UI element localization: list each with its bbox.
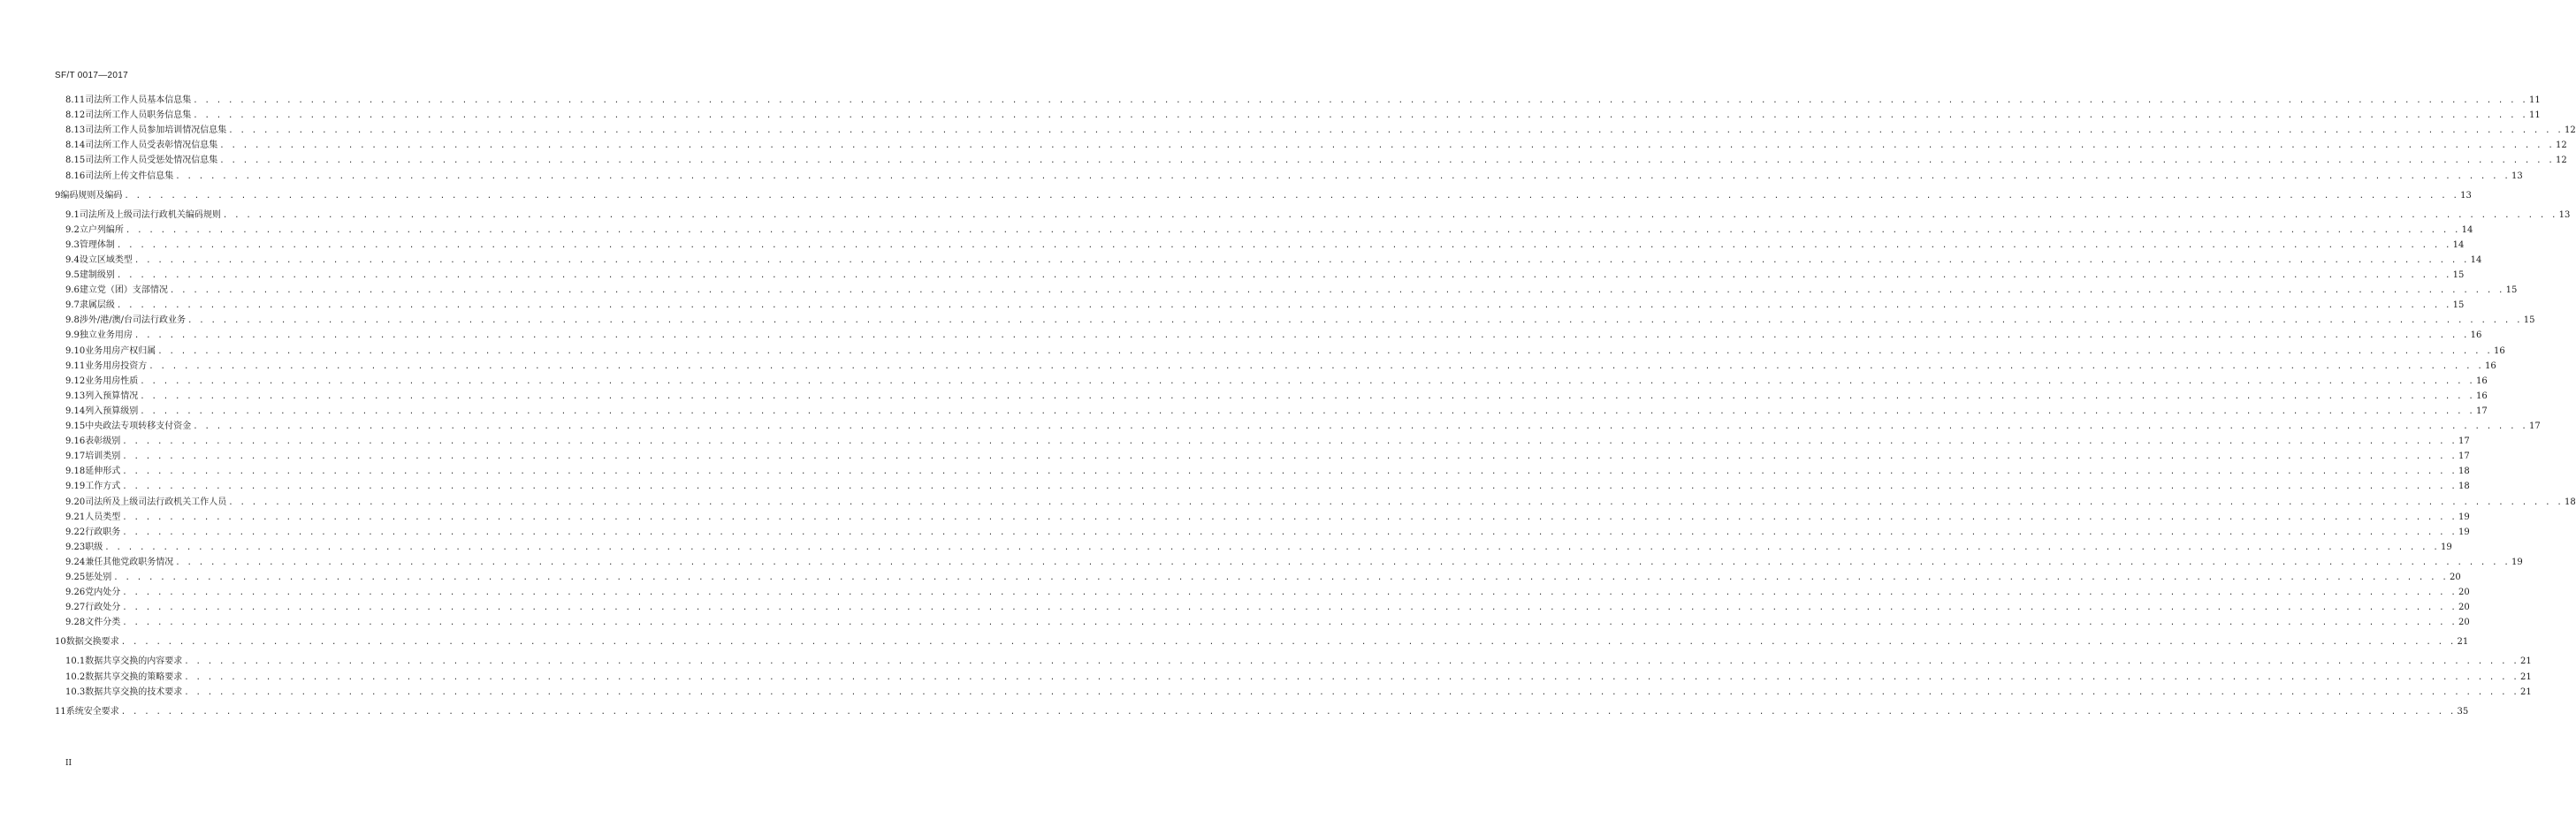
toc-entry[interactable] [65, 526, 2470, 540]
toc-entry-page: 16 [2476, 376, 2488, 386]
toc-leader-dots: . . . . . . . . . . . . . . . . . . . . . . . . . . . . . . . . . . . . . . . . . . . . . . . . . . . . . . . . . . . . . . . . . . . . . . . . . . . . . . . . . . . . . . . . . . . . . . . . . . . . . . . . . . . . . . . . . . . . . . . . . . . . . . . . . . . . . . . . . . . . . . . . . . . . . . . . . . . . . . . . . . . . . . . . . . . . . . . . . . . . . . . . . . . . . . . . . . . . . . . . [157, 346, 2493, 356]
toc-entry-page: 21 [2457, 637, 2469, 648]
toc-leader-dots: . . . . . . . . . . . . . . . . . . . . . . . . . . . . . . . . . . . . . . . . . . . . . . . . . . . . . . . . . . . . . . . . . . . . . . . . . . . . . . . . . . . . . . . . . . . . . . . . . . . . . . . . . . . . . . . . . . . . . . . . . . . . . . . . . . . . . . . . . . . . . . . . . . . . . . . . . . . . . . . . . . . . . . . . . . . . . . . . . . . . . . . . . . . . . . . . . . . . . . . . [116, 301, 2451, 311]
toc-leader-dots: . . . . . . . . . . . . . . . . . . . . . . . . . . . . . . . . . . . . . . . . . . . . . . . . . . . . . . . . . . . . . . . . . . . . . . . . . . . . . . . . . . . . . . . . . . . . . . . . . . . . . . . . . . . . . . . . . . . . . . . . . . . . . . . . . . . . . . . . . . . . . . . . . . . . . . . . . . . . . . . . . . . . . . . . . . . . . . . . . . . . . . . . . . . . . . . . . . . . . . . . [120, 638, 2456, 648]
toc-entry-number: 9.8 [65, 315, 80, 326]
toc-entry-title: 延伸形式 [85, 467, 121, 477]
toc-entry[interactable] [65, 360, 2496, 374]
toc-leader-dots: . . . . . . . . . . . . . . . . . . . . . . . . . . . . . . . . . . . . . . . . . . . . . . . . . . . . . . . . . . . . . . . . . . . . . . . . . . . . . . . . . . . . . . . . . . . . . . . . . . . . . . . . . . . . . . . . . . . . . . . . . . . . . . . . . . . . . . . . . . . . . . . . . . . . . . . . . . . . . . . . . . . . . . . . . . . . . . . . . . . . . . . . . . . . . . . . . . . . . . . . [122, 618, 2458, 628]
toc-entry-number: 9.27 [65, 603, 86, 613]
toc-entry-page: 14 [2470, 254, 2482, 265]
toc-leader-dots: . . . . . . . . . . . . . . . . . . . . . . . . . . . . . . . . . . . . . . . . . . . . . . . . . . . . . . . . . . . . . . . . . . . . . . . . . . . . . . . . . . . . . . . . . . . . . . . . . . . . . . . . . . . . . . . . . . . . . . . . . . . . . . . . . . . . . . . . . . . . . . . . . . . . . . . . . . . . . . . . . . . . . . . . . . . . . . . . . . . . . . . . . . . . . . . . . . . . . . . . [122, 588, 2458, 598]
toc-entry-page: 17 [2458, 436, 2470, 447]
toc-entry[interactable] [55, 705, 2469, 719]
toc-entry-title: 工作方式 [85, 482, 121, 492]
toc-entry-number: 9.28 [65, 618, 86, 628]
toc-leader-dots: . . . . . . . . . . . . . . . . . . . . . . . . . . . . . . . . . . . . . . . . . . . . . . . . . . . . . . . . . . . . . . . . . . . . . . . . . . . . . . . . . . . . . . . . . . . . . . . . . . . . . . . . . . . . . . . . . . . . . . . . . . . . . . . . . . . . . . . . . . . . . . . . . . . . . . . . . . . . . . . . . . . . . . . . . . . . . . . . . . . . . . . . . . . . . . . . . . . . . . . . [122, 482, 2458, 492]
toc-leader-dots: . . . . . . . . . . . . . . . . . . . . . . . . . . . . . . . . . . . . . . . . . . . . . . . . . . . . . . . . . . . . . . . . . . . . . . . . . . . . . . . . . . . . . . . . . . . . . . . . . . . . . . . . . . . . . . . . . . . . . . . . . . . . . . . . . . . . . . . . . . . . . . . . . . . . . . . . . . . . . . . . . . . . . . . . . . . . . . . . . . . . . . . . . . . . . . . . . . . . . . . . [222, 210, 2557, 220]
toc-entry[interactable] [65, 94, 2541, 108]
toc-entry[interactable] [65, 224, 2473, 238]
toc-entry-page: 15 [2523, 315, 2535, 326]
toc-entry-number: 9.16 [65, 436, 86, 447]
toc-leader-dots: . . . . . . . . . . . . . . . . . . . . . . . . . . . . . . . . . . . . . . . . . . . . . . . . . . . . . . . . . . . . . . . . . . . . . . . . . . . . . . . . . . . . . . . . . . . . . . . . . . . . . . . . . . . . . . . . . . . . . . . . . . . . . . . . . . . . . . . . . . . . . . . . . . . . . . . . . . . . . . . . . . . . . . . . . . . . . . . . . . . . . . . . . . . . . . . . . . . . . . . . [140, 376, 2475, 386]
document-code: SF/T 0017—2017 [55, 71, 128, 80]
toc-entry-page: 19 [2458, 512, 2470, 522]
toc-leader-dots: . . . . . . . . . . . . . . . . . . . . . . . . . . . . . . . . . . . . . . . . . . . . . . . . . . . . . . . . . . . . . . . . . . . . . . . . . . . . . . . . . . . . . . . . . . . . . . . . . . . . . . . . . . . . . . . . . . . . . . . . . . . . . . . . . . . . . . . . . . . . . . . . . . . . . . . . . . . . . . . . . . . . . . . . . . . . . . . . . . . . . . . . . . . . . . . . . . . . . . . . [122, 512, 2458, 522]
toc-entry[interactable] [65, 109, 2541, 123]
toc-entry-title: 数据共享交换的策略要求 [85, 671, 183, 682]
toc-entry-page: 17 [2476, 406, 2488, 416]
toc-entry-page: 17 [2529, 421, 2541, 431]
toc-entry-page: 16 [2494, 345, 2505, 356]
toc-entry-number: 9.14 [65, 406, 86, 416]
toc-entry-title: 行政处分 [85, 603, 121, 613]
toc-leader-dots: . . . . . . . . . . . . . . . . . . . . . . . . . . . . . . . . . . . . . . . . . . . . . . . . . . . . . . . . . . . . . . . . . . . . . . . . . . . . . . . . . . . . . . . . . . . . . . . . . . . . . . . . . . . . . . . . . . . . . . . . . . . . . . . . . . . . . . . . . . . . . . . . . . . . . . . . . . . . . . . . . . . . . . . . . . . . . . . . . . . . . . . . . . . . . . . . . . . . . . . . [140, 391, 2475, 401]
toc-leader-dots: . . . . . . . . . . . . . . . . . . . . . . . . . . . . . . . . . . . . . . . . . . . . . . . . . . . . . . . . . . . . . . . . . . . . . . . . . . . . . . . . . . . . . . . . . . . . . . . . . . . . . . . . . . . . . . . . . . . . . . . . . . . . . . . . . . . . . . . . . . . . . . . . . . . . . . . . . . . . . . . . . . . . . . . . . . . . . . . . . . . . . . . . . . . . . . . . . . . . . . . . [133, 331, 2469, 341]
toc-entry[interactable] [65, 450, 2470, 464]
toc-entry[interactable] [65, 209, 2571, 223]
toc-entry[interactable] [65, 154, 2567, 168]
toc-leader-dots: . . . . . . . . . . . . . . . . . . . . . . . . . . . . . . . . . . . . . . . . . . . . . . . . . . . . . . . . . . . . . . . . . . . . . . . . . . . . . . . . . . . . . . . . . . . . . . . . . . . . . . . . . . . . . . . . . . . . . . . . . . . . . . . . . . . . . . . . . . . . . . . . . . . . . . . . . . . . . . . . . . . . . . . . . . . . . . . . . . . . . . . . . . . . . . . . . . . . . . . . [133, 255, 2469, 265]
toc-entry-page: 16 [2470, 330, 2482, 341]
toc-entry-number: 9.26 [65, 588, 86, 598]
toc-entry-page: 19 [2458, 527, 2470, 537]
toc-entry[interactable] [65, 299, 2465, 313]
toc-leader-dots: . . . . . . . . . . . . . . . . . . . . . . . . . . . . . . . . . . . . . . . . . . . . . . . . . . . . . . . . . . . . . . . . . . . . . . . . . . . . . . . . . . . . . . . . . . . . . . . . . . . . . . . . . . . . . . . . . . . . . . . . . . . . . . . . . . . . . . . . . . . . . . . . . . . . . . . . . . . . . . . . . . . . . . . . . . . . . . . . . . . . . . . . . . . . . . . . . . . . . . . . [193, 111, 2528, 121]
toc-entry[interactable] [65, 375, 2488, 389]
toc-entry-number: 10 [55, 637, 66, 648]
toc-entry-page: 15 [2505, 285, 2518, 296]
toc-entry-page: 13 [2460, 190, 2472, 201]
toc-entry-title: 司法所工作人员职务信息集 [85, 110, 192, 121]
toc-entry-page: 21 [2520, 656, 2532, 667]
toc-entry-number: 8.13 [65, 125, 86, 136]
toc-entry[interactable] [65, 496, 2576, 510]
toc-entry[interactable] [55, 189, 2472, 203]
toc-leader-dots: . . . . . . . . . . . . . . . . . . . . . . . . . . . . . . . . . . . . . . . . . . . . . . . . . . . . . . . . . . . . . . . . . . . . . . . . . . . . . . . . . . . . . . . . . . . . . . . . . . . . . . . . . . . . . . . . . . . . . . . . . . . . . . . . . . . . . . . . . . . . . . . . . . . . . . . . . . . . . . . . . . . . . . . . . . . . . . . . . . . . . . . . . . . . . . . . . . . . . . . . [228, 126, 2564, 136]
toc-entry[interactable] [65, 139, 2567, 153]
toc-entry-number: 8.12 [65, 110, 86, 121]
toc-entry[interactable] [65, 420, 2541, 434]
toc-entry-title: 列入预算情况 [85, 391, 139, 401]
toc-entry[interactable] [65, 686, 2532, 700]
toc-entry-title: 业务用房产权归属 [85, 345, 156, 356]
toc-entry[interactable] [65, 329, 2482, 343]
toc-entry-number: 9.23 [65, 542, 86, 552]
toc-entry[interactable] [65, 345, 2505, 359]
toc-entry-title: 设立区域类型 [79, 254, 133, 265]
page-number: II [65, 759, 72, 768]
toc-leader-dots: . . . . . . . . . . . . . . . . . . . . . . . . . . . . . . . . . . . . . . . . . . . . . . . . . . . . . . . . . . . . . . . . . . . . . . . . . . . . . . . . . . . . . . . . . . . . . . . . . . . . . . . . . . . . . . . . . . . . . . . . . . . . . . . . . . . . . . . . . . . . . . . . . . . . . . . . . . . . . . . . . . . . . . . . . . . . . . . . . . . . . . . . . . . . . . . . . . . . . . . . [122, 452, 2458, 462]
toc-entry[interactable] [65, 254, 2482, 268]
toc-entry[interactable] [65, 671, 2532, 685]
toc-entry-number: 11 [55, 706, 66, 717]
toc-entry-number: 10.3 [65, 687, 86, 697]
toc-entry-page: 12 [2565, 125, 2576, 136]
toc-entry-number: 9.10 [65, 345, 86, 356]
toc-entry-number: 9.21 [65, 512, 86, 522]
toc-entry-title: 立户列编所 [79, 224, 124, 235]
toc-entry-title: 隶属层级 [79, 300, 115, 311]
toc-entry-page: 11 [2529, 95, 2541, 105]
toc-leader-dots: . . . . . . . . . . . . . . . . . . . . . . . . . . . . . . . . . . . . . . . . . . . . . . . . . . . . . . . . . . . . . . . . . . . . . . . . . . . . . . . . . . . . . . . . . . . . . . . . . . . . . . . . . . . . . . . . . . . . . . . . . . . . . . . . . . . . . . . . . . . . . . . . . . . . . . . . . . . . . . . . . . . . . . . . . . . . . . . . . . . . . . . . . . . . . . . . . . . . . . . . [219, 141, 2555, 151]
toc-entry-title: 司法所及上级司法行政机关编码规则 [79, 209, 221, 220]
toc-entry-page: 35 [2457, 706, 2469, 717]
toc-entry-title: 建立党（团）支部情况 [79, 285, 168, 296]
toc-entry[interactable] [65, 655, 2532, 669]
toc-entry-page: 15 [2452, 270, 2465, 280]
toc-entry[interactable] [65, 284, 2518, 298]
toc-entry[interactable] [65, 616, 2470, 630]
toc-entry-number: 9.24 [65, 557, 86, 567]
toc-leader-dots: . . . . . . . . . . . . . . . . . . . . . . . . . . . . . . . . . . . . . . . . . . . . . . . . . . . . . . . . . . . . . . . . . . . . . . . . . . . . . . . . . . . . . . . . . . . . . . . . . . . . . . . . . . . . . . . . . . . . . . . . . . . . . . . . . . . . . . . . . . . . . . . . . . . . . . . . . . . . . . . . . . . . . . . . . . . . . . . . . . . . . . . . . . . . . . . . . . . . . . . . [116, 240, 2451, 250]
toc-leader-dots: . . . . . . . . . . . . . . . . . . . . . . . . . . . . . . . . . . . . . . . . . . . . . . . . . . . . . . . . . . . . . . . . . . . . . . . . . . . . . . . . . . . . . . . . . . . . . . . . . . . . . . . . . . . . . . . . . . . . . . . . . . . . . . . . . . . . . . . . . . . . . . . . . . . . . . . . . . . . . . . . . . . . . . . . . . . . . . . . . . . . . . . . . . . . . . . . . . . . . . . . [175, 171, 2511, 181]
toc-leader-dots: . . . . . . . . . . . . . . . . . . . . . . . . . . . . . . . . . . . . . . . . . . . . . . . . . . . . . . . . . . . . . . . . . . . . . . . . . . . . . . . . . . . . . . . . . . . . . . . . . . . . . . . . . . . . . . . . . . . . . . . . . . . . . . . . . . . . . . . . . . . . . . . . . . . . . . . . . . . . . . . . . . . . . . . . . . . . . . . . . . . . . . . . . . . . . . . . . . . . . . . . [184, 672, 2519, 682]
toc-entry-number: 9.1 [65, 209, 80, 220]
toc-entry[interactable] [65, 269, 2465, 283]
toc-entry-title: 党内处分 [85, 588, 121, 598]
toc-entry-page: 19 [2511, 557, 2523, 567]
toc-entry-page: 12 [2556, 140, 2567, 151]
toc-entry-number: 9.7 [65, 300, 80, 311]
toc-leader-dots: . . . . . . . . . . . . . . . . . . . . . . . . . . . . . . . . . . . . . . . . . . . . . . . . . . . . . . . . . . . . . . . . . . . . . . . . . . . . . . . . . . . . . . . . . . . . . . . . . . . . . . . . . . . . . . . . . . . . . . . . . . . . . . . . . . . . . . . . . . . . . . . . . . . . . . . . . . . . . . . . . . . . . . . . . . . . . . . . . . . . . . . . . . . . . . . . . . . . . . . . [120, 707, 2456, 717]
toc-entry-title: 司法所工作人员受表彰情况信息集 [85, 140, 218, 151]
toc-leader-dots: . . . . . . . . . . . . . . . . . . . . . . . . . . . . . . . . . . . . . . . . . . . . . . . . . . . . . . . . . . . . . . . . . . . . . . . . . . . . . . . . . . . . . . . . . . . . . . . . . . . . . . . . . . . . . . . . . . . . . . . . . . . . . . . . . . . . . . . . . . . . . . . . . . . . . . . . . . . . . . . . . . . . . . . . . . . . . . . . . . . . . . . . . . . . . . . . . . . . . . . . [122, 467, 2458, 477]
toc-entry-number: 9.11 [65, 360, 86, 371]
toc-entry-page: 18 [2458, 467, 2470, 477]
toc-entry-title: 编码规则及编码 [60, 190, 123, 201]
toc-leader-dots: . . . . . . . . . . . . . . . . . . . . . . . . . . . . . . . . . . . . . . . . . . . . . . . . . . . . . . . . . . . . . . . . . . . . . . . . . . . . . . . . . . . . . . . . . . . . . . . . . . . . . . . . . . . . . . . . . . . . . . . . . . . . . . . . . . . . . . . . . . . . . . . . . . . . . . . . . . . . . . . . . . . . . . . . . . . . . . . . . . . . . . . . . . . . . . . . . . . . . . . . [124, 191, 2459, 201]
toc-entry-number: 8.15 [65, 156, 86, 166]
toc-leader-dots: . . . . . . . . . . . . . . . . . . . . . . . . . . . . . . . . . . . . . . . . . . . . . . . . . . . . . . . . . . . . . . . . . . . . . . . . . . . . . . . . . . . . . . . . . . . . . . . . . . . . . . . . . . . . . . . . . . . . . . . . . . . . . . . . . . . . . . . . . . . . . . . . . . . . . . . . . . . . . . . . . . . . . . . . . . . . . . . . . . . . . . . . . . . . . . . . . . . . . . . . [122, 603, 2458, 613]
toc-entry-number: 8.11 [65, 95, 86, 105]
toc-entry-page: 16 [2476, 391, 2488, 401]
toc-entry-page: 20 [2450, 573, 2461, 582]
toc-entry-page: 15 [2452, 300, 2465, 311]
toc-entry-title: 司法所及上级司法行政机关工作人员 [85, 497, 227, 507]
toc-leader-dots: . . . . . . . . . . . . . . . . . . . . . . . . . . . . . . . . . . . . . . . . . . . . . . . . . . . . . . . . . . . . . . . . . . . . . . . . . . . . . . . . . . . . . . . . . . . . . . . . . . . . . . . . . . . . . . . . . . . . . . . . . . . . . . . . . . . . . . . . . . . . . . . . . . . . . . . . . . . . . . . . . . . . . . . . . . . . . . . . . . . . . . . . . . . . . . . . . . . . . . . . [187, 316, 2522, 326]
toc-entry-page: 11 [2529, 110, 2541, 121]
toc-leader-dots: . . . . . . . . . . . . . . . . . . . . . . . . . . . . . . . . . . . . . . . . . . . . . . . . . . . . . . . . . . . . . . . . . . . . . . . . . . . . . . . . . . . . . . . . . . . . . . . . . . . . . . . . . . . . . . . . . . . . . . . . . . . . . . . . . . . . . . . . . . . . . . . . . . . . . . . . . . . . . . . . . . . . . . . . . . . . . . . . . . . . . . . . . . . . . . . . . . . . . . . . [125, 225, 2460, 235]
toc-entry-title: 司法所上传文件信息集 [85, 171, 174, 181]
toc-leader-dots: . . . . . . . . . . . . . . . . . . . . . . . . . . . . . . . . . . . . . . . . . . . . . . . . . . . . . . . . . . . . . . . . . . . . . . . . . . . . . . . . . . . . . . . . . . . . . . . . . . . . . . . . . . . . . . . . . . . . . . . . . . . . . . . . . . . . . . . . . . . . . . . . . . . . . . . . . . . . . . . . . . . . . . . . . . . . . . . . . . . . . . . . . . . . . . . . . . . . . . . . [104, 542, 2440, 552]
toc-entry-title: 兼任其他党政职务情况 [85, 557, 174, 567]
toc-entry-page: 13 [2558, 209, 2571, 220]
toc-leader-dots: . . . . . . . . . . . . . . . . . . . . . . . . . . . . . . . . . . . . . . . . . . . . . . . . . . . . . . . . . . . . . . . . . . . . . . . . . . . . . . . . . . . . . . . . . . . . . . . . . . . . . . . . . . . . . . . . . . . . . . . . . . . . . . . . . . . . . . . . . . . . . . . . . . . . . . . . . . . . . . . . . . . . . . . . . . . . . . . . . . . . . . . . . . . . . . . . . . . . . . . . [169, 286, 2504, 296]
toc-leader-dots: . . . . . . . . . . . . . . . . . . . . . . . . . . . . . . . . . . . . . . . . . . . . . . . . . . . . . . . . . . . . . . . . . . . . . . . . . . . . . . . . . . . . . . . . . . . . . . . . . . . . . . . . . . . . . . . . . . . . . . . . . . . . . . . . . . . . . . . . . . . . . . . . . . . . . . . . . . . . . . . . . . . . . . . . . . . . . . . . . . . . . . . . . . . . . . . . . . . . . . . . [122, 527, 2458, 537]
toc-entry[interactable] [65, 435, 2470, 449]
toc-entry-page: 20 [2458, 588, 2470, 598]
toc-entry-title: 业务用房投资方 [85, 360, 148, 371]
toc-entry-title: 数据共享交换的技术要求 [85, 687, 183, 697]
toc-entry-number: 9.19 [65, 482, 86, 492]
toc-entry-title: 表彰级别 [85, 436, 121, 447]
toc-entry-number: 9.22 [65, 527, 86, 537]
toc-entry-number: 9.17 [65, 451, 86, 462]
toc-entry-number: 8.16 [65, 171, 86, 181]
toc-leader-dots: . . . . . . . . . . . . . . . . . . . . . . . . . . . . . . . . . . . . . . . . . . . . . . . . . . . . . . . . . . . . . . . . . . . . . . . . . . . . . . . . . . . . . . . . . . . . . . . . . . . . . . . . . . . . . . . . . . . . . . . . . . . . . . . . . . . . . . . . . . . . . . . . . . . . . . . . . . . . . . . . . . . . . . . . . . . . . . . . . . . . . . . . . . . . . . . . . . . . . . . . [175, 558, 2511, 567]
toc-entry-title: 中央政法专项转移支付资金 [85, 421, 192, 431]
toc-entry-title: 司法所工作人员参加培训情况信息集 [85, 125, 227, 136]
toc-entry-number: 9.4 [65, 254, 80, 265]
toc-entry-title: 列入预算级别 [85, 406, 139, 416]
toc-entry-title: 数据交换要求 [65, 637, 119, 648]
toc-entry[interactable] [65, 571, 2461, 585]
toc-leader-dots: . . . . . . . . . . . . . . . . . . . . . . . . . . . . . . . . . . . . . . . . . . . . . . . . . . . . . . . . . . . . . . . . . . . . . . . . . . . . . . . . . . . . . . . . . . . . . . . . . . . . . . . . . . . . . . . . . . . . . . . . . . . . . . . . . . . . . . . . . . . . . . . . . . . . . . . . . . . . . . . . . . . . . . . . . . . . . . . . . . . . . . . . . . . . . . . . . . . . . . . . [184, 687, 2519, 697]
toc-entry-page: 18 [2565, 497, 2576, 507]
toc-entry-page: 20 [2458, 603, 2470, 613]
toc-entry-title: 培训类别 [85, 451, 121, 462]
toc-entry[interactable] [55, 635, 2469, 649]
toc-leader-dots: . . . . . . . . . . . . . . . . . . . . . . . . . . . . . . . . . . . . . . . . . . . . . . . . . . . . . . . . . . . . . . . . . . . . . . . . . . . . . . . . . . . . . . . . . . . . . . . . . . . . . . . . . . . . . . . . . . . . . . . . . . . . . . . . . . . . . . . . . . . . . . . . . . . . . . . . . . . . . . . . . . . . . . . . . . . . . . . . . . . . . . . . . . . . . . . . . . . . . . . . [122, 437, 2458, 447]
toc-entry[interactable] [65, 556, 2523, 570]
toc-leader-dots: . . . . . . . . . . . . . . . . . . . . . . . . . . . . . . . . . . . . . . . . . . . . . . . . . . . . . . . . . . . . . . . . . . . . . . . . . . . . . . . . . . . . . . . . . . . . . . . . . . . . . . . . . . . . . . . . . . . . . . . . . . . . . . . . . . . . . . . . . . . . . . . . . . . . . . . . . . . . . . . . . . . . . . . . . . . . . . . . . . . . . . . . . . . . . . . . . . . . . . . . [116, 271, 2451, 280]
toc-entry[interactable] [65, 314, 2535, 328]
toc-entry-title: 司法所工作人员受惩处情况信息集 [85, 156, 218, 166]
toc-entry-page: 20 [2458, 618, 2470, 628]
toc-entry-page: 13 [2511, 171, 2523, 181]
toc-entry-page: 18 [2458, 482, 2470, 492]
toc-entry-page: 19 [2441, 542, 2452, 552]
toc-entry-page: 21 [2520, 671, 2532, 682]
toc-entry[interactable] [65, 511, 2470, 525]
toc-entry-number: 9.2 [65, 224, 80, 235]
toc-entry-title: 涉外/港/澳/台司法行政业务 [79, 315, 187, 326]
toc-entry-page: 16 [2485, 360, 2496, 371]
toc-entry-page: 14 [2452, 239, 2465, 250]
toc-leader-dots: . . . . . . . . . . . . . . . . . . . . . . . . . . . . . . . . . . . . . . . . . . . . . . . . . . . . . . . . . . . . . . . . . . . . . . . . . . . . . . . . . . . . . . . . . . . . . . . . . . . . . . . . . . . . . . . . . . . . . . . . . . . . . . . . . . . . . . . . . . . . . . . . . . . . . . . . . . . . . . . . . . . . . . . . . . . . . . . . . . . . . . . . . . . . . . . . . . . . . . . . [184, 657, 2519, 667]
toc-entry[interactable] [65, 480, 2470, 494]
toc-entry-number: 9.3 [65, 239, 80, 250]
toc-entry[interactable] [65, 390, 2488, 404]
toc-entry-number: 9.15 [65, 421, 86, 431]
toc-entry-page: 17 [2458, 451, 2470, 462]
toc-entry-number: 10.2 [65, 671, 86, 682]
toc-entry[interactable] [65, 124, 2576, 138]
toc-entry-page: 21 [2520, 687, 2532, 697]
toc-entry-title: 管理体制 [79, 239, 115, 250]
toc-entry[interactable] [65, 405, 2488, 419]
toc-entry-number: 9.25 [65, 573, 86, 582]
toc-entry-number: 9.20 [65, 497, 86, 507]
toc-entry[interactable] [65, 601, 2470, 615]
toc-entry-number: 8.14 [65, 140, 86, 151]
toc-entry-title: 建制级别 [79, 270, 115, 280]
toc-entry-title: 人员类型 [85, 512, 121, 522]
toc-entry-title: 系统安全要求 [65, 706, 119, 717]
toc-entry-title: 独立业务用房 [79, 330, 133, 341]
toc-entry-title: 数据共享交换的内容要求 [85, 656, 183, 667]
toc-entry-title: 职级 [85, 542, 103, 552]
toc-entry[interactable] [65, 586, 2470, 600]
toc-entry-number: 9.5 [65, 270, 80, 280]
toc-entry-title: 业务用房性质 [85, 376, 139, 386]
toc-leader-dots: . . . . . . . . . . . . . . . . . . . . . . . . . . . . . . . . . . . . . . . . . . . . . . . . . . . . . . . . . . . . . . . . . . . . . . . . . . . . . . . . . . . . . . . . . . . . . . . . . . . . . . . . . . . . . . . . . . . . . . . . . . . . . . . . . . . . . . . . . . . . . . . . . . . . . . . . . . . . . . . . . . . . . . . . . . . . . . . . . . . . . . . . . . . . . . . . . . . . . . . . [149, 361, 2484, 371]
toc-entry-number: 9.6 [65, 285, 80, 296]
toc-entry-number: 9.9 [65, 330, 80, 341]
toc-entry-number: 9.18 [65, 467, 86, 477]
toc-leader-dots: . . . . . . . . . . . . . . . . . . . . . . . . . . . . . . . . . . . . . . . . . . . . . . . . . . . . . . . . . . . . . . . . . . . . . . . . . . . . . . . . . . . . . . . . . . . . . . . . . . . . . . . . . . . . . . . . . . . . . . . . . . . . . . . . . . . . . . . . . . . . . . . . . . . . . . . . . . . . . . . . . . . . . . . . . . . . . . . . . . . . . . . . . . . . . . . . . . . . . . . . [193, 422, 2528, 431]
toc-entry-page: 12 [2556, 156, 2567, 166]
toc-entry-number: 9.12 [65, 376, 86, 386]
toc-entry-title: 司法所工作人员基本信息集 [85, 95, 192, 105]
toc-leader-dots: . . . . . . . . . . . . . . . . . . . . . . . . . . . . . . . . . . . . . . . . . . . . . . . . . . . . . . . . . . . . . . . . . . . . . . . . . . . . . . . . . . . . . . . . . . . . . . . . . . . . . . . . . . . . . . . . . . . . . . . . . . . . . . . . . . . . . . . . . . . . . . . . . . . . . . . . . . . . . . . . . . . . . . . . . . . . . . . . . . . . . . . . . . . . . . . . . . . . . . . . [193, 96, 2528, 105]
toc-entry-number: 10.1 [65, 656, 86, 667]
toc-entry[interactable] [65, 541, 2452, 555]
toc-leader-dots: . . . . . . . . . . . . . . . . . . . . . . . . . . . . . . . . . . . . . . . . . . . . . . . . . . . . . . . . . . . . . . . . . . . . . . . . . . . . . . . . . . . . . . . . . . . . . . . . . . . . . . . . . . . . . . . . . . . . . . . . . . . . . . . . . . . . . . . . . . . . . . . . . . . . . . . . . . . . . . . . . . . . . . . . . . . . . . . . . . . . . . . . . . . . . . . . . . . . . . . . [219, 156, 2555, 166]
toc-leader-dots: . . . . . . . . . . . . . . . . . . . . . . . . . . . . . . . . . . . . . . . . . . . . . . . . . . . . . . . . . . . . . . . . . . . . . . . . . . . . . . . . . . . . . . . . . . . . . . . . . . . . . . . . . . . . . . . . . . . . . . . . . . . . . . . . . . . . . . . . . . . . . . . . . . . . . . . . . . . . . . . . . . . . . . . . . . . . . . . . . . . . . . . . . . . . . . . . . . . . . . . . [140, 406, 2475, 416]
toc-entry-title: 行政职务 [85, 527, 121, 537]
toc-entry-title: 惩处别 [85, 573, 112, 582]
toc-entry[interactable] [65, 170, 2523, 184]
toc-leader-dots: . . . . . . . . . . . . . . . . . . . . . . . . . . . . . . . . . . . . . . . . . . . . . . . . . . . . . . . . . . . . . . . . . . . . . . . . . . . . . . . . . . . . . . . . . . . . . . . . . . . . . . . . . . . . . . . . . . . . . . . . . . . . . . . . . . . . . . . . . . . . . . . . . . . . . . . . . . . . . . . . . . . . . . . . . . . . . . . . . . . . . . . . . . . . . . . . . . . . . . . . [228, 497, 2564, 507]
toc-entry-page: 14 [2461, 224, 2473, 235]
toc-entry-title: 文件分类 [85, 618, 121, 628]
toc-entry-number: 9.13 [65, 391, 86, 401]
toc-entry[interactable] [65, 465, 2470, 479]
toc-leader-dots: . . . . . . . . . . . . . . . . . . . . . . . . . . . . . . . . . . . . . . . . . . . . . . . . . . . . . . . . . . . . . . . . . . . . . . . . . . . . . . . . . . . . . . . . . . . . . . . . . . . . . . . . . . . . . . . . . . . . . . . . . . . . . . . . . . . . . . . . . . . . . . . . . . . . . . . . . . . . . . . . . . . . . . . . . . . . . . . . . . . . . . . . . . . . . . . . . . . . . . . . [113, 573, 2449, 582]
toc-entry[interactable] [65, 239, 2465, 253]
toc-entry-number: 9 [55, 190, 61, 201]
